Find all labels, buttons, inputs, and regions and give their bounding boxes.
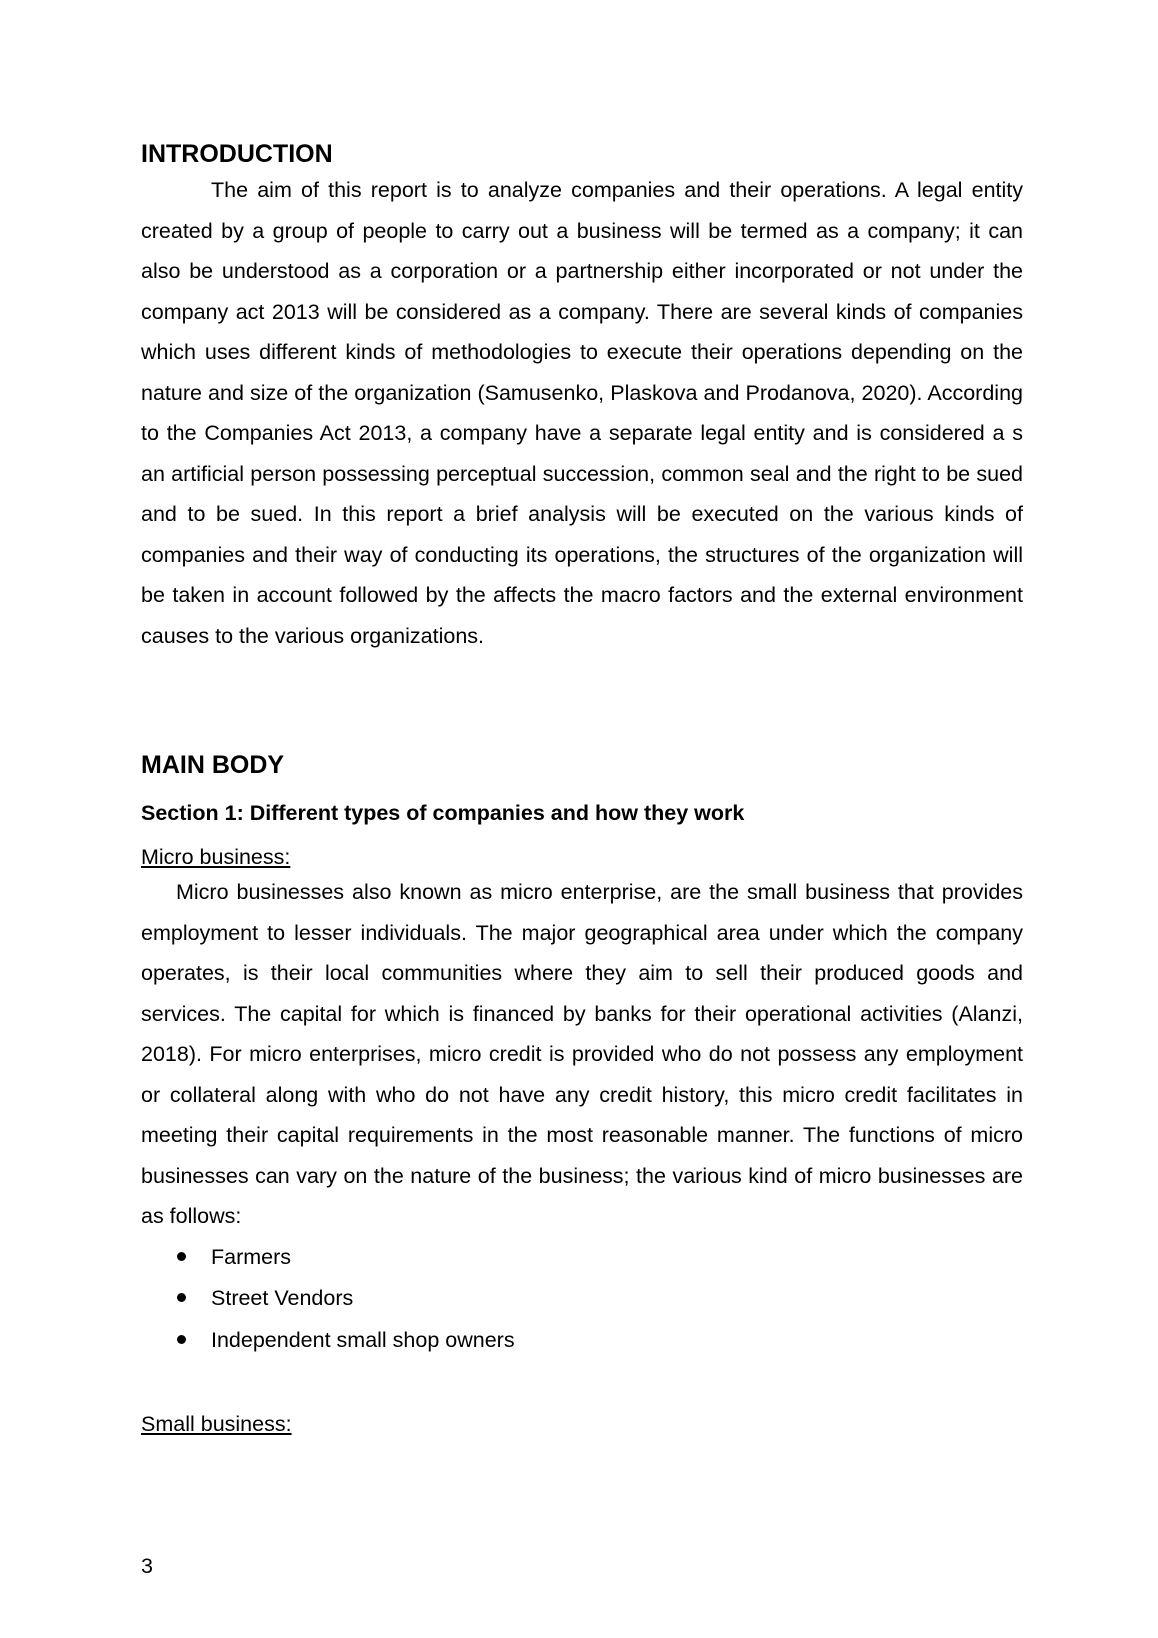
list-item bbox=[141, 1320, 1023, 1362]
introduction-heading: INTRODUCTION bbox=[141, 140, 333, 168]
list-item-text: Farmers bbox=[211, 1244, 292, 1269]
list-item bbox=[141, 1237, 1023, 1279]
introduction-paragraph: The aim of this report is to analyze companies and their operations. A legal entity created by a group of people to carry out a business will be termed as a company; it can also be understood as a corporation or a partnership either incorporated or not under the company act 2013 will be considered as a company. There are several kinds of companies which uses different kinds of methodologies to execute their operations depending on the nature and size of the organization (Samusenko, Plaskova and Prodanova, 2020). According to the Companies Act 2013, a company have a separate legal entity and is considered a s an artificial person possessing perceptual succession, common seal and the right to be sued and to be sued. In this report a brief analysis will be executed on the various kinds of companies and their way of conducting its operations, the structures of the organization will be taken in account followed by the affects the macro factors and the external environment causes to the various organizations. bbox=[141, 178, 1023, 648]
micro-business-paragraph: Micro businesses also known as micro enterprise, are the small business that provides employment to lesser individuals. The major geographical area under which the company operates, is their local communities where they aim to sell their produced goods and services. The capital for which is financed by banks for their operational activities (Alanzi, 2018). For micro enterprises, micro credit is provided who do not possess any employment or collateral along with who do not have any credit history, this micro credit facilitates in meeting their capital requirements in the most reasonable manner. The functions of micro businesses can vary on the nature of the business; the various kind of micro businesses are as follows: bbox=[141, 880, 1023, 1228]
micro-business-list bbox=[141, 1237, 1023, 1362]
bullet-icon bbox=[177, 1252, 186, 1261]
bullet-icon bbox=[177, 1335, 186, 1344]
section-1-title: Section 1: Different types of companies and how they work bbox=[141, 801, 745, 825]
main-body-heading: MAIN BODY bbox=[141, 751, 285, 779]
bullet-icon bbox=[177, 1293, 186, 1302]
small-business-subheading: Small business: bbox=[141, 1412, 292, 1436]
page-number: 3 bbox=[141, 1554, 153, 1578]
list-item bbox=[141, 1278, 1023, 1320]
spacer bbox=[141, 1361, 1023, 1409]
list-item-text: Independent small shop owners bbox=[211, 1327, 515, 1352]
spacer bbox=[141, 781, 1023, 798]
page-content bbox=[141, 138, 1023, 1439]
list-item-text: Street Vendors bbox=[211, 1286, 354, 1310]
spacer bbox=[141, 656, 1023, 749]
micro-business-subheading: Micro business: bbox=[141, 845, 291, 869]
spacer bbox=[141, 828, 1023, 842]
